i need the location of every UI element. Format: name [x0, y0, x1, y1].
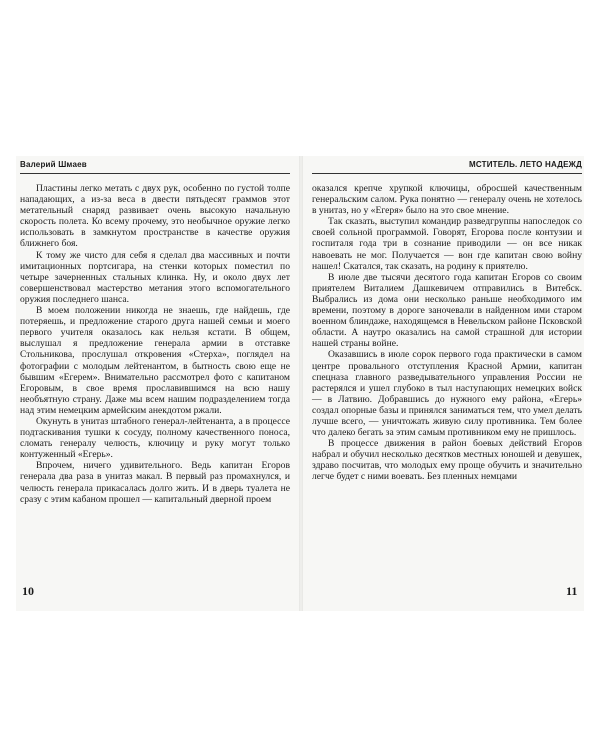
right-running-header: МСТИТЕЛЬ. ЛЕТО НАДЕЖД — [312, 160, 582, 174]
paragraph: Окунуть в унитаз штабного генерал-лейтенанта, а в процессе подтаскивания тушки к сосуду, полному качественного поноса, сломать генералу челюсть, ключицу и руку могут только контуженный «Егерь». — [20, 415, 290, 461]
paragraph: В июле две тысячи десятого года капитан Егоров со своим приятелем Виталием Дашкевичем отправились в Витебск. Выбрались из дома они несколько раньше необходимого им времени, поэтому в дороге заночевали в найденном ими старом военном блиндаже, находящемся в Невельском районе Псковской области. А наутро оказались на самой страшной для истории нашей страны войне. — [312, 271, 582, 350]
paragraph: Оказавшись в июле сорок первого года практически в самом центре провального отступления Красной Армии, капитан спецназа главного разведывательного управления России не растерялся и ушел глубоко в тыл наступающих немецких войск — в Латвию. Добравшись до нужного ему района, «Егерь» создал опорные базы и принялся заниматься тем, что умел делать лучше всего, — уничтожать живую силу противника. Тем более что далеко бегать за этим самым противником ему не пришлось. — [312, 349, 582, 439]
left-page — [20, 160, 290, 505]
right-page — [312, 160, 582, 483]
paragraph: Так сказать, выступил командир разведгруппы напоследок со своей сольной программой. Говорят, Егорова после контузии и госпиталя года три в сознание приводили — он все никак навоевать не мог. Получается — вон где капитан свою войну нашел! Скатался, так сказать, на родину к приятелю. — [312, 216, 582, 272]
paragraph: В моем положении никогда не знаешь, где найдешь, где потеряешь, и предложение старого друга нашей семьи и моего первого учителя оказалось как нельзя кстати. В общем, выслушал я предложение генерала армии в отставке Стольникова, прослушал откровения «Стерха», поглядел на фотографии с молодым лейтенантом, в бытность свою еще не бывшим «Егерем». Внимательно рассмотрел фото с капитаном Егоровым, в свое время прославившимся на всю нашу необъятную страну. Даже мы всем нашим подразделением тогда над этим немецким армейским анекдотом ржали. — [20, 305, 290, 416]
paragraph: К тому же чисто для себя я сделал два массивных и почти имитационных портсигара, на стенки которых поместил по четыре зачерненных стальных клинка. Ну, и около двух лет совершенствовал мастерство метания этого вспомогательного оружия последнего шанса. — [20, 249, 290, 305]
paragraph: В процессе движения в район боевых действий Егоров набрал и обучил несколько десятков местных юношей и девушек, здраво посчитав, что молодых ему проще обучить и значительно легче будет с ними воевать. Без пленных немцами — [312, 438, 582, 483]
right-page-body — [312, 183, 582, 483]
book-gutter — [299, 156, 303, 611]
left-running-header: Валерий Шмаев — [20, 160, 290, 174]
paragraph: Пластины легко метать с двух рук, особенно по густой толпе нападающих, а из-за веса в двести пятьдесят граммов этот метательный снаряд развивает очень высокую начальную скорость полета. Ко всему прочему, это необычное оружие легко использовать в замкнутом пространстве в качестве оружия ближнего боя. — [20, 183, 290, 250]
left-page-body — [20, 183, 290, 505]
paragraph: Впрочем, ничего удивительного. Ведь капитан Егоров генерала два раза в унитаз макал. В первый раз промахнулся, и челюсть генерала прикасалась долго жить. И в дверь туалета не сразу с этим кабаном прошел — капитальный дверной проем — [20, 460, 290, 505]
left-page-number: 10 — [22, 584, 34, 598]
right-page-number: 11 — [566, 584, 578, 598]
paragraph: оказался крепче хрупкой ключицы, обросшей качественным генеральским салом. Рука понятно — генералу очень не хотелось в унитаз, но у «Егеря» было на это свое мнение. — [312, 183, 582, 217]
